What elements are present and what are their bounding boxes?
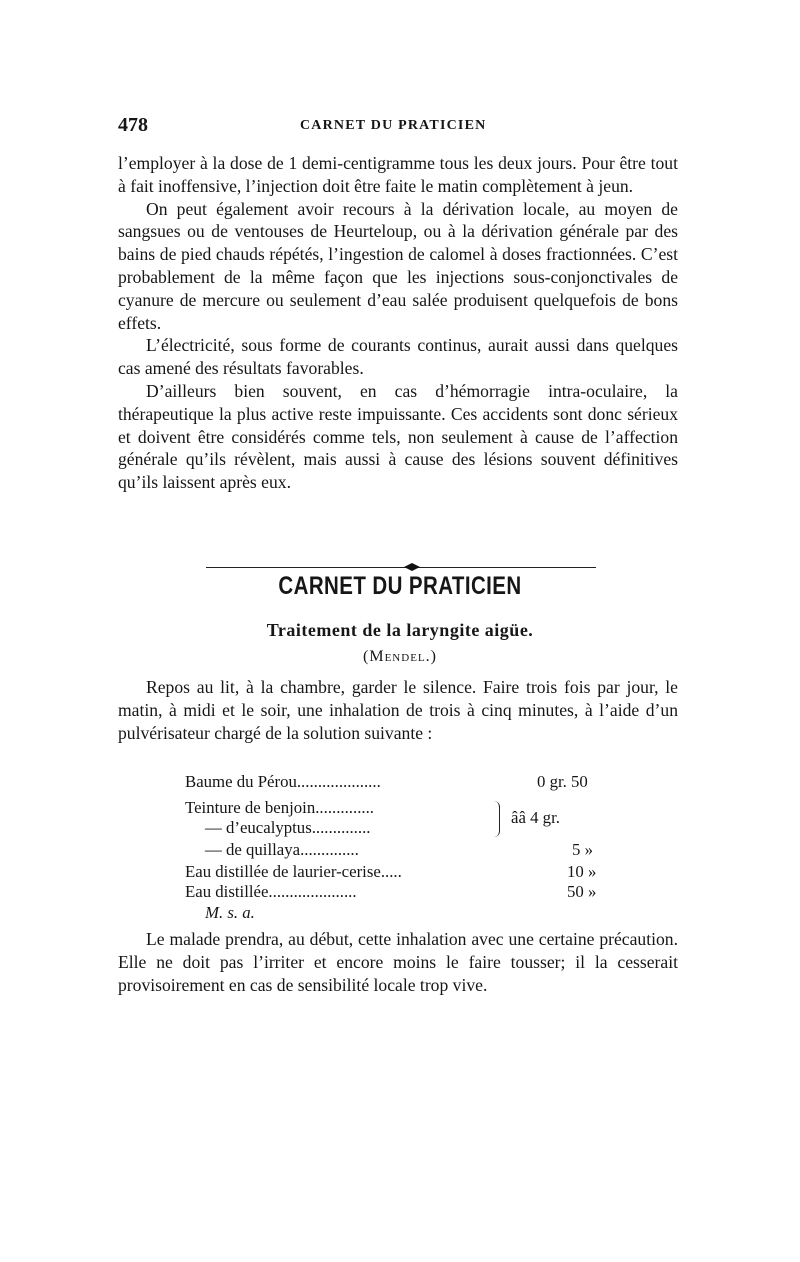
prescription-row bbox=[205, 818, 370, 838]
body-text bbox=[118, 152, 678, 494]
prescription-row bbox=[185, 882, 357, 902]
ingredient-quantity: 5 » bbox=[572, 840, 593, 859]
leader-dots: ..... bbox=[380, 862, 402, 881]
closing-text bbox=[118, 928, 678, 996]
grouping-brace bbox=[491, 801, 500, 837]
paragraph-derivation: On peut également avoir recours à la dérivation locale, au moyen de sangsues ou de ventouses de Heurteloup, ou à la dérivation générale par des bains de pied chauds répétés, l’ingestion de calomel à doses fractionnées. C’est probablement de la même façon que les injections sous-conjonctivales de cyanure de mercure ou seulement d’eau salée produisent quelquefois de bons effets. bbox=[118, 198, 678, 333]
divider-rule bbox=[206, 567, 596, 568]
paragraph-continuation: l’employer à la dose de 1 demi-centigramme tous les deux jours. Pour être tout à fait inoffensive, l’injection doit être faite le matin complètement à jeun. bbox=[118, 153, 678, 196]
ingredient-name: — de quillaya bbox=[205, 840, 301, 859]
running-title: CARNET DU PRATICIEN bbox=[300, 118, 487, 133]
closing-paragraph: Le malade prendra, au début, cette inhalation avec une certaine précaution. Elle ne doit pas l’irriter et encore moins le faire tousser; il la cesserait provisoirement en cas de sensibilité locale trop vive. bbox=[118, 929, 678, 995]
recipe-intro-paragraph: Repos au lit, à la chambre, garder le silence. Faire trois fois par jour, le matin, à midi et le soir, une inhalation de trois à cinq minutes, à l’aide d’un pulvérisateur chargé de la solution suivante : bbox=[118, 677, 678, 743]
page-number: 478 bbox=[118, 114, 148, 136]
ingredient-name: Eau distillée bbox=[185, 882, 269, 901]
ingredient-name: Baume du Pérou bbox=[185, 772, 297, 791]
ingredient-quantity: 50 » bbox=[567, 882, 597, 901]
prescription-row bbox=[185, 862, 402, 882]
paragraph-hemorrhage: D’ailleurs bien souvent, en cas d’hémorragie intra-oculaire, la thérapeutique la plus active reste impuissante. Ces accidents sont donc sérieux et doivent être considérés comme tels, non seulement à cause de l’affection générale qu’ils révèlent, mais aussi à cause des lésions souvent définitives qu’ils laissent après eux. bbox=[118, 380, 678, 493]
paragraph-electricity: L’électricité, sous forme de courants continus, aurait aussi dans quelques cas amené des résultats favorables. bbox=[118, 335, 678, 379]
divider-ornament bbox=[404, 563, 420, 571]
section-title: CARNET DU PRATICIEN bbox=[278, 572, 522, 600]
recipe-intro bbox=[118, 676, 678, 744]
ingredient-name: — d’eucalyptus bbox=[205, 818, 312, 837]
leader-dots: ..................... bbox=[268, 882, 357, 901]
leader-dots: .............. bbox=[315, 798, 374, 817]
ingredient-name: Eau distillée de laurier-cerise bbox=[185, 862, 381, 881]
leader-dots: .............. bbox=[311, 818, 371, 837]
ingredient-quantity: 0 gr. 50 bbox=[537, 772, 588, 791]
grouped-quantity: ââ 4 gr. bbox=[511, 808, 560, 827]
ingredient-name: Teinture de benjoin bbox=[185, 798, 316, 817]
prescription-signature: M. s. a. bbox=[205, 903, 255, 922]
prescription-row bbox=[205, 840, 359, 860]
recipe-author: (Mendel.) bbox=[363, 648, 437, 665]
prescription-row bbox=[185, 772, 381, 792]
recipe-title: Traitement de la laryngite aigüe. bbox=[266, 620, 534, 640]
leader-dots: .................... bbox=[296, 772, 381, 791]
leader-dots: .............. bbox=[300, 840, 359, 859]
running-head bbox=[0, 112, 800, 142]
ingredient-quantity: 10 » bbox=[567, 862, 597, 881]
prescription-row bbox=[185, 798, 374, 818]
